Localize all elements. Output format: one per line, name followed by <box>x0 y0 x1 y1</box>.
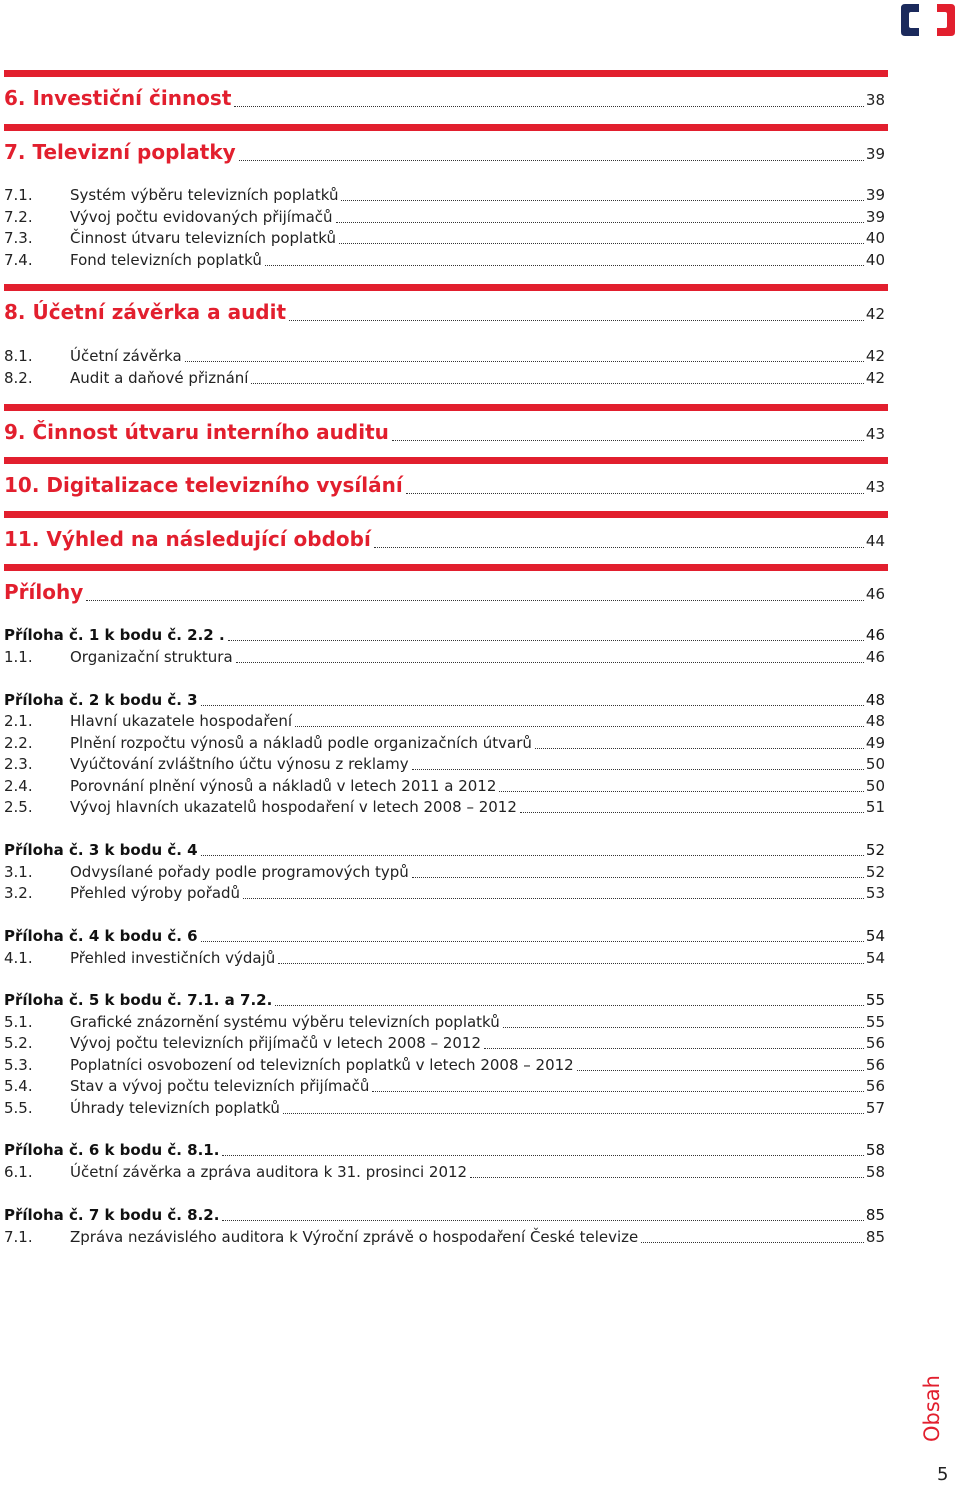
toc-entry-page: 85 <box>865 1228 885 1246</box>
toc-entry[interactable] <box>4 755 885 773</box>
toc-entry[interactable] <box>4 1099 885 1117</box>
section-bar <box>4 70 888 77</box>
toc-entry-title: Příloha č. 5 k bodu č. 7.1. a 7.2. <box>4 991 273 1009</box>
toc-entry-title: Přehled výroby pořadů <box>70 884 241 902</box>
toc-entry-page: 56 <box>865 1056 885 1074</box>
toc-entry[interactable] <box>4 712 885 730</box>
dot-leader <box>228 639 864 641</box>
toc-entry-page: 40 <box>865 229 885 247</box>
toc-entry-title: Fond televizních poplatků <box>70 251 262 269</box>
toc-entry[interactable] <box>4 648 885 666</box>
dot-leader <box>185 360 864 362</box>
dot-leader <box>499 790 864 792</box>
dot-leader <box>406 492 864 494</box>
toc-entry-title: Poplatníci osvobození od televizních poplatků v letech 2008 – 2012 <box>70 1056 574 1074</box>
toc-entry-title: Příloha č. 3 k bodu č. 4 <box>4 841 198 859</box>
toc-entry-number: 5.2. <box>4 1034 33 1052</box>
toc-entry[interactable] <box>4 863 885 881</box>
toc-entry-number: 2.3. <box>4 755 33 773</box>
dot-leader <box>641 1241 864 1243</box>
dot-leader <box>374 546 864 548</box>
dot-leader <box>412 876 864 878</box>
toc-entry-number: 6.1. <box>4 1163 33 1181</box>
toc-entry-page: 55 <box>865 991 885 1009</box>
toc-entry-title: Stav a vývoj počtu televizních přijímačů <box>70 1077 370 1095</box>
toc-entry[interactable] <box>4 841 885 859</box>
section-bar <box>4 511 888 518</box>
toc-entry-page: 39 <box>865 208 885 226</box>
toc-entry[interactable] <box>4 1077 885 1095</box>
toc-entry-title: Porovnání plnění výnosů a nákladů v letech 2011 a 2012 <box>70 777 497 795</box>
toc-entry-page: 43 <box>865 478 885 496</box>
toc-entry[interactable] <box>4 580 885 604</box>
toc-entry-page: 52 <box>865 841 885 859</box>
toc-entry-page: 40 <box>865 251 885 269</box>
toc-entry-page: 54 <box>865 949 885 967</box>
toc-entry-title: Vývoj hlavních ukazatelů hospodaření v letech 2008 – 2012 <box>70 798 517 816</box>
toc-entry[interactable] <box>4 1163 885 1181</box>
dot-leader <box>243 897 864 899</box>
toc-entry-title: Příloha č. 2 k bodu č. 3 <box>4 691 198 709</box>
dot-leader <box>470 1176 864 1178</box>
toc-entry[interactable] <box>4 420 885 444</box>
dot-leader <box>234 105 864 107</box>
toc-entry[interactable] <box>4 626 885 644</box>
toc-entry[interactable] <box>4 1013 885 1031</box>
toc-entry-page: 46 <box>865 585 885 603</box>
toc-entry-page: 42 <box>865 347 885 365</box>
toc-entry-number: 5.5. <box>4 1099 33 1117</box>
toc-entry-title: 8. Účetní závěrka a audit <box>4 300 287 324</box>
toc-entry-page: 58 <box>865 1141 885 1159</box>
toc-entry[interactable] <box>4 884 885 902</box>
dot-leader <box>265 264 864 266</box>
toc-entry-number: 2.5. <box>4 798 33 816</box>
toc-entry-page: 39 <box>865 186 885 204</box>
toc-entry-title: 10. Digitalizace televizního vysílání <box>4 473 403 497</box>
side-label: Obsah <box>920 1375 944 1442</box>
toc-entry-page: 52 <box>865 863 885 881</box>
toc-entry-page: 44 <box>865 532 885 550</box>
dot-leader <box>201 854 864 856</box>
toc-entry[interactable] <box>4 1228 885 1246</box>
toc-entry-title: Činnost útvaru televizních poplatků <box>70 229 337 247</box>
dot-leader <box>339 242 864 244</box>
toc-entry[interactable] <box>4 691 885 709</box>
toc-entry-title: Účetní závěrka a zpráva auditora k 31. prosinci 2012 <box>70 1163 468 1181</box>
toc-entry-title: 7. Televizní poplatky <box>4 140 236 164</box>
toc-entry-title: 9. Činnost útvaru interního auditu <box>4 420 389 444</box>
toc-entry-title: Účetní závěrka <box>70 347 182 365</box>
toc-entry-page: 56 <box>865 1034 885 1052</box>
toc-entry[interactable] <box>4 1034 885 1052</box>
toc-entry-title: Vyúčtování zvláštního účtu výnosu z reklamy <box>70 755 409 773</box>
toc-entry-title: Přílohy <box>4 580 84 604</box>
toc-entry[interactable] <box>4 473 885 497</box>
dot-leader <box>222 1154 863 1156</box>
toc-entry-page: 85 <box>865 1206 885 1224</box>
toc-entry-number: 8.2. <box>4 369 33 387</box>
toc-entry-page: 53 <box>865 884 885 902</box>
section-bar <box>4 564 888 571</box>
toc-entry[interactable] <box>4 734 885 752</box>
toc-entry-page: 49 <box>865 734 885 752</box>
toc-entry[interactable] <box>4 927 885 945</box>
toc-entry-number: 5.4. <box>4 1077 33 1095</box>
toc-entry[interactable] <box>4 1141 885 1159</box>
toc-entry-page: 50 <box>865 755 885 773</box>
dot-leader <box>412 768 864 770</box>
dot-leader <box>341 199 863 201</box>
toc-entry-page: 38 <box>865 91 885 109</box>
dot-leader <box>392 439 864 441</box>
toc-entry[interactable] <box>4 527 885 551</box>
section-bar <box>4 124 888 131</box>
dot-leader <box>278 962 864 964</box>
toc-entry-title: Příloha č. 1 k bodu č. 2.2 . <box>4 626 225 644</box>
toc-entry-title: Zpráva nezávislého auditora k Výroční zprávě o hospodaření České televize <box>70 1228 639 1246</box>
toc-entry-number: 5.1. <box>4 1013 33 1031</box>
toc-entry-number: 4.1. <box>4 949 33 967</box>
dot-leader <box>236 661 864 663</box>
toc-entry[interactable] <box>4 186 885 204</box>
toc-entry-number: 2.1. <box>4 712 33 730</box>
toc-entry-number: 5.3. <box>4 1056 33 1074</box>
toc-entry-page: 46 <box>865 626 885 644</box>
toc-entry-page: 48 <box>865 691 885 709</box>
toc-entry-page: 43 <box>865 425 885 443</box>
toc-entry-title: Plnění rozpočtu výnosů a nákladů podle organizačních útvarů <box>70 734 532 752</box>
toc-entry-number: 3.1. <box>4 863 33 881</box>
toc-entry[interactable] <box>4 300 885 324</box>
toc-entry-title: Přehled investičních výdajů <box>70 949 276 967</box>
toc-entry-page: 51 <box>865 798 885 816</box>
toc-entry-page: 42 <box>865 305 885 323</box>
toc-entry-number: 2.2. <box>4 734 33 752</box>
toc-entry-title: Vývoj počtu televizních přijímačů v letech 2008 – 2012 <box>70 1034 482 1052</box>
toc-entry-number: 7.3. <box>4 229 33 247</box>
dot-leader <box>201 704 864 706</box>
dot-leader <box>503 1026 864 1028</box>
dot-leader <box>251 382 863 384</box>
toc-entry[interactable] <box>4 229 885 247</box>
dot-leader <box>289 319 864 321</box>
toc-entry-page: 54 <box>865 927 885 945</box>
dot-leader <box>283 1112 864 1114</box>
toc-entry-page: 50 <box>865 777 885 795</box>
toc-entry-title: Hlavní ukazatele hospodaření <box>70 712 293 730</box>
toc-entry-number: 2.4. <box>4 777 33 795</box>
dot-leader <box>535 747 864 749</box>
section-bar <box>4 404 888 411</box>
toc-entry-title: Vývoj počtu evidovaných přijímačů <box>70 208 333 226</box>
dot-leader <box>239 159 864 161</box>
ct-logo <box>899 0 957 40</box>
toc-entry-title: Příloha č. 4 k bodu č. 6 <box>4 927 198 945</box>
section-bar <box>4 457 888 464</box>
toc-entry[interactable] <box>4 208 885 226</box>
toc-entry[interactable] <box>4 798 885 816</box>
toc-entry-page: 55 <box>865 1013 885 1031</box>
toc-entry-page: 48 <box>865 712 885 730</box>
toc-entry-number: 7.2. <box>4 208 33 226</box>
toc-entry[interactable] <box>4 1056 885 1074</box>
toc-entry[interactable] <box>4 1206 885 1224</box>
dot-leader <box>372 1090 863 1092</box>
toc-entry-number: 7.1. <box>4 186 33 204</box>
toc-entry-page: 42 <box>865 369 885 387</box>
toc-entry-title: 11. Výhled na následující období <box>4 527 371 551</box>
dot-leader <box>577 1069 864 1071</box>
dot-leader <box>520 811 864 813</box>
toc-entry-page: 57 <box>865 1099 885 1117</box>
toc-entry-title: Úhrady televizních poplatků <box>70 1099 280 1117</box>
dot-leader <box>201 940 864 942</box>
toc-entry-page: 58 <box>865 1163 885 1181</box>
toc-entry-number: 3.2. <box>4 884 33 902</box>
toc-entry-title: Systém výběru televizních poplatků <box>70 186 339 204</box>
toc-entry-title: Organizační struktura <box>70 648 233 666</box>
toc-entry-title: Odvysílané pořady podle programových typů <box>70 863 409 881</box>
dot-leader <box>275 1004 864 1006</box>
section-bar <box>4 284 888 291</box>
toc-entry[interactable] <box>4 86 885 110</box>
dot-leader <box>295 725 864 727</box>
dot-leader <box>336 221 864 223</box>
toc-entry[interactable] <box>4 347 885 365</box>
page-number: 5 <box>937 1464 949 1485</box>
toc-entry[interactable] <box>4 949 885 967</box>
toc-entry[interactable] <box>4 991 885 1009</box>
toc-entry-page: 39 <box>865 145 885 163</box>
toc-entry-title: Grafické znázornění systému výběru televizních poplatků <box>70 1013 500 1031</box>
toc-entry-page: 46 <box>865 648 885 666</box>
toc-entry-number: 1.1. <box>4 648 33 666</box>
dot-leader <box>86 599 864 601</box>
toc-entry-number: 8.1. <box>4 347 33 365</box>
toc-entry[interactable] <box>4 369 885 387</box>
toc-entry-title: Příloha č. 6 k bodu č. 8.1. <box>4 1141 220 1159</box>
dot-leader <box>222 1219 863 1221</box>
toc-entry-title: Příloha č. 7 k bodu č. 8.2. <box>4 1206 220 1224</box>
toc-entry-title: Audit a daňové přiznání <box>70 369 249 387</box>
toc-entry[interactable] <box>4 777 885 795</box>
toc-entry-number: 7.4. <box>4 251 33 269</box>
toc-entry[interactable] <box>4 251 885 269</box>
dot-leader <box>484 1047 864 1049</box>
toc-entry-number: 7.1. <box>4 1228 33 1246</box>
toc-entry[interactable] <box>4 140 885 164</box>
toc-entry-title: 6. Investiční činnost <box>4 86 232 110</box>
toc-entry-page: 56 <box>865 1077 885 1095</box>
